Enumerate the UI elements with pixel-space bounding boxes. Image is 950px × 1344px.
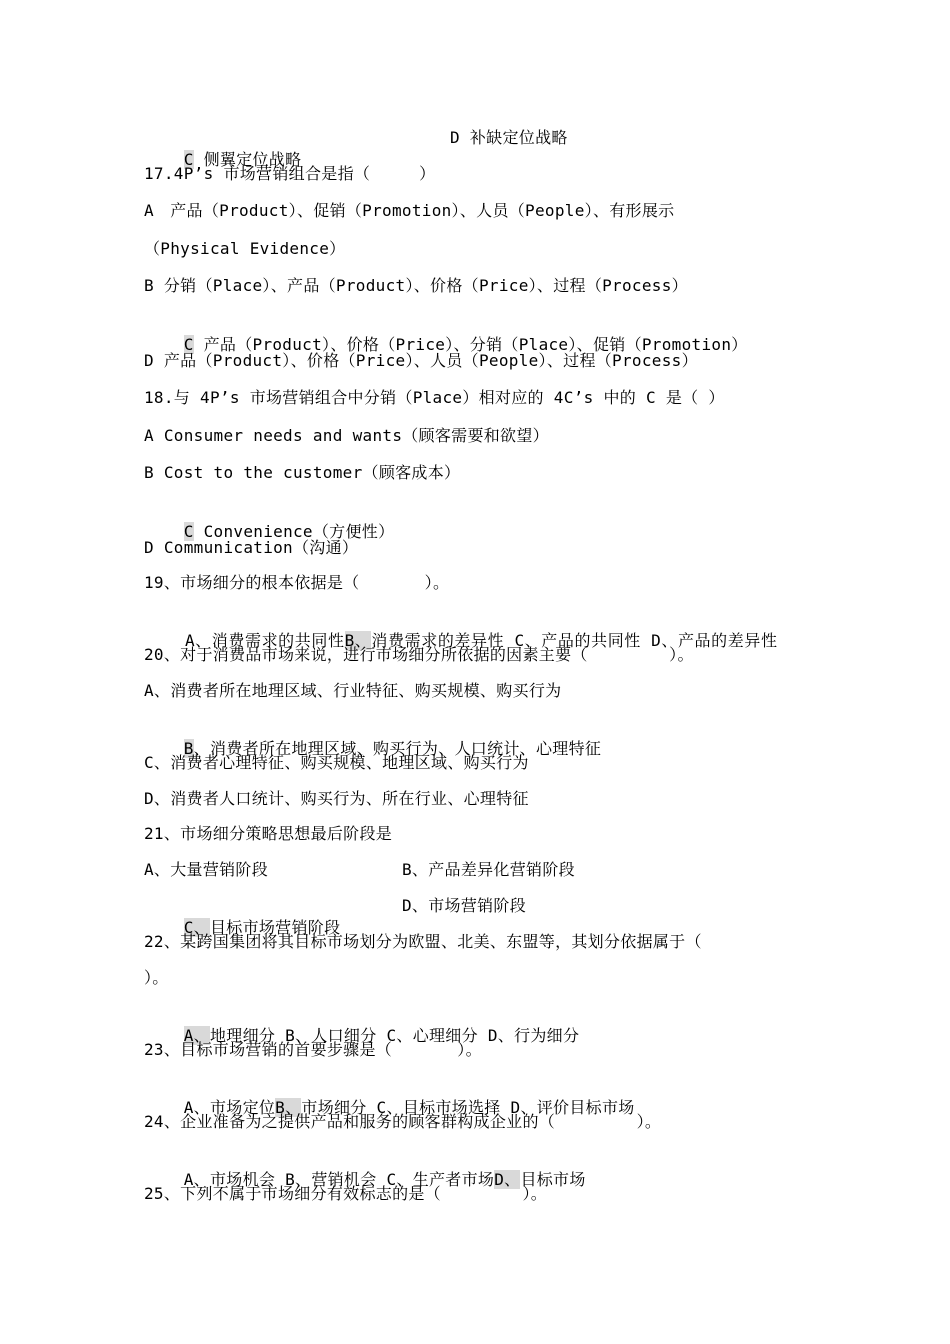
option-line: C 产品（Product）、价格（Price）、分销（Place）、促销（Promotion）	[183, 335, 748, 354]
question-24: 24、企业准备为之提供产品和服务的顾客群构成企业的（ ）。	[144, 1112, 662, 1131]
option-line: B Cost to the customer（顾客成本）	[144, 463, 461, 482]
answer-highlight: C	[183, 150, 194, 169]
answer-highlight: B	[183, 739, 194, 758]
question-19: 19、市场细分的根本依据是（ ）。	[144, 573, 450, 592]
option-line: A、消费者所在地理区域、行业特征、购买规模、购买行为	[144, 681, 562, 700]
question-17: 17.4P’s 市场营销组合是指（ ）	[144, 164, 436, 183]
answer-highlight: C、	[183, 918, 210, 937]
option-line: A Consumer needs and wants（顾客需要和欲望）	[144, 426, 549, 445]
answer-highlight: A、	[183, 1026, 210, 1045]
question-25: 25、下列不属于市场细分有效标志的是（ ）。	[144, 1184, 548, 1203]
option-line: B、产品差异化营销阶段	[402, 860, 575, 879]
option-line: B、消费者所在地理区域、购买行为、人口统计、心理特征	[183, 739, 602, 758]
question-22-cont: ）。	[144, 968, 169, 987]
option-line: D、消费者人口统计、购买行为、所在行业、心理特征	[144, 789, 529, 808]
answer-highlight: D、	[494, 1170, 521, 1189]
option-line: A、地理细分 B、人口细分 C、心理细分 D、行为细分	[183, 1026, 580, 1045]
option-line: A、市场定位B、市场细分 C、目标市场选择 D、评价目标市场	[183, 1098, 635, 1117]
answer-highlight: B、	[275, 1098, 302, 1117]
option-line: D、市场营销阶段	[402, 896, 527, 915]
option-line: A 产品（Product）、促销（Promotion）、人员（People）、有形展示	[144, 201, 675, 220]
answer-highlight: C	[183, 335, 194, 354]
question-20: 20、对于消费品市场来说，进行市场细分所依据的因素主要（ ）。	[144, 645, 694, 664]
option-line: B 分销（Place）、产品（Product）、价格（Price）、过程（Process）	[144, 276, 688, 295]
answer-highlight: C	[183, 522, 194, 541]
option-line: A、消费需求的共同性B、消费需求的差异性 C、产品的共同性 D、产品的差异性	[184, 631, 778, 650]
question-18: 18.与 4P’s 市场营销组合中分销（Place）相对应的 4C’s 中的 C 是（ ）	[144, 388, 725, 407]
option-line: C、目标市场营销阶段	[183, 918, 341, 937]
option-line: （Physical Evidence）	[144, 239, 346, 258]
option-line: D Communication（沟通）	[144, 538, 359, 557]
option-line: C 侧翼定位战略	[183, 150, 302, 169]
option-line: C、消费者心理特征、购买规模、地理区域、购买行为	[144, 753, 529, 772]
answer-highlight: B、	[344, 631, 372, 650]
option-line: C Convenience（方便性）	[183, 522, 395, 541]
option-line: A、市场机会 B、营销机会 C、生产者市场D、目标市场	[183, 1170, 586, 1189]
question-23: 23、目标市场营销的首要步骤是（ ）。	[144, 1040, 482, 1059]
option-line: A、大量营销阶段	[144, 860, 269, 879]
option-line: D 产品（Product）、价格（Price）、人员（People）、过程（Process）	[144, 351, 698, 370]
option-line: D 补缺定位战略	[450, 128, 568, 147]
question-21: 21、市场细分策略思想最后阶段是	[144, 824, 393, 843]
question-22: 22、某跨国集团将其目标市场划分为欧盟、北美、东盟等，其划分依据属于（	[144, 932, 702, 951]
